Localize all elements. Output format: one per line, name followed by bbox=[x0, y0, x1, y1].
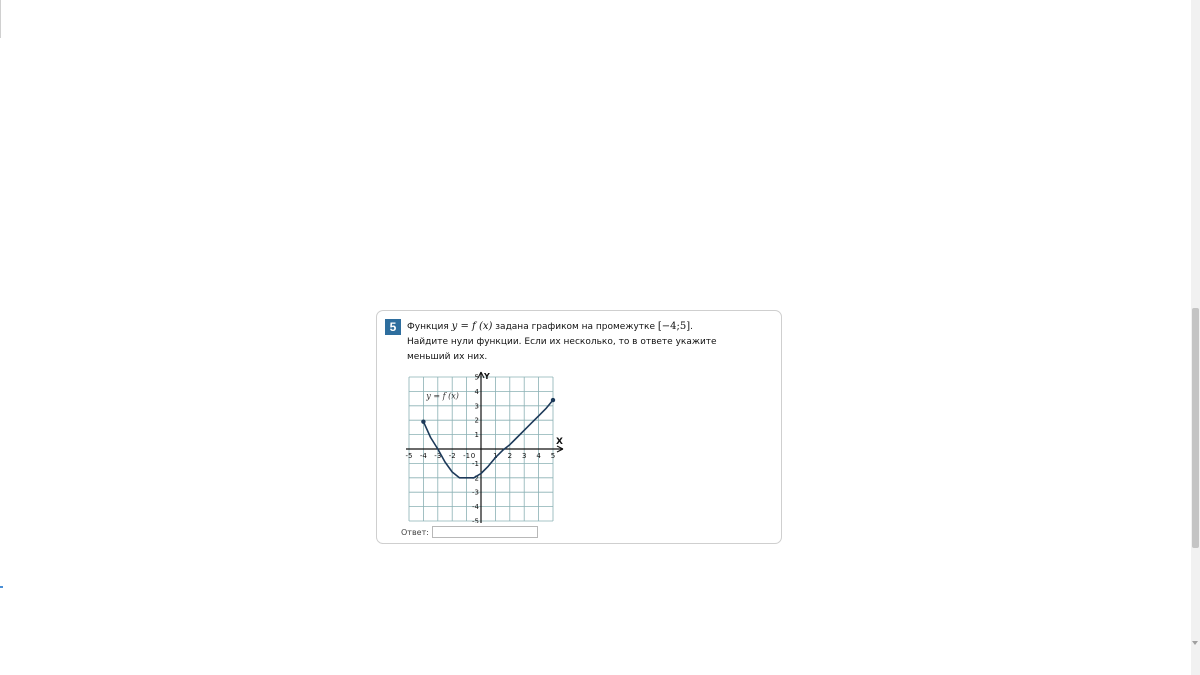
window-edge-mark bbox=[0, 0, 1, 38]
x-tick-label: 0 bbox=[470, 452, 476, 460]
x-tick-label: 5 bbox=[550, 452, 556, 460]
task-text-before: Функция bbox=[407, 322, 449, 332]
scrollbar-thumb[interactable] bbox=[1192, 308, 1199, 548]
answer-label: Ответ: bbox=[401, 527, 429, 537]
curve-endpoint bbox=[551, 398, 555, 402]
answer-input[interactable] bbox=[432, 526, 538, 538]
x-tick-label: -2 bbox=[448, 452, 456, 460]
y-tick-label: -5 bbox=[472, 517, 479, 523]
x-tick-label: -4 bbox=[419, 452, 427, 460]
interval-expression: [−4;5] bbox=[657, 321, 691, 332]
task-text-end: . bbox=[690, 322, 694, 332]
function-label: y = f (x) bbox=[426, 391, 459, 401]
scroll-down-arrow-icon[interactable] bbox=[1192, 641, 1198, 645]
vertical-scrollbar[interactable] bbox=[1191, 0, 1200, 675]
y-tick-label: -2 bbox=[472, 474, 479, 483]
task-text-middle: задана графиком на промежутке bbox=[495, 322, 655, 332]
y-tick-label: 2 bbox=[474, 416, 479, 425]
task-line-3: меньший их них. bbox=[407, 352, 488, 362]
x-axis-label: X bbox=[556, 437, 563, 447]
y-tick-label: 1 bbox=[474, 431, 479, 440]
curve-endpoint bbox=[421, 419, 425, 423]
y-tick-label: 3 bbox=[474, 402, 479, 411]
y-tick-label: -1 bbox=[472, 459, 479, 468]
task-line-1 bbox=[407, 319, 767, 335]
task-number-badge: 5 bbox=[385, 319, 401, 335]
x-tick-label: 3 bbox=[521, 452, 527, 460]
task-card bbox=[376, 310, 782, 544]
x-tick-label: 1 bbox=[493, 452, 498, 460]
y-axis-label: Y bbox=[484, 372, 490, 381]
function-graph bbox=[405, 369, 565, 523]
x-tick-label: 2 bbox=[507, 452, 513, 460]
answer-row bbox=[401, 525, 538, 539]
x-tick-label: 4 bbox=[536, 452, 541, 460]
y-tick-label: -4 bbox=[472, 503, 479, 512]
function-expression: y = f (x) bbox=[451, 321, 493, 332]
function-curve bbox=[423, 400, 556, 478]
y-tick-label: 5 bbox=[474, 373, 479, 382]
task-statement bbox=[407, 319, 767, 365]
x-tick-label: -3 bbox=[434, 452, 442, 460]
y-tick-label: 4 bbox=[474, 387, 479, 396]
task-line-2: Найдите нули функции. Если их несколько, то в ответе укажите bbox=[407, 337, 717, 347]
x-tick-label: -1 bbox=[463, 452, 471, 460]
x-tick-label: -5 bbox=[405, 452, 413, 460]
page-edge-mark bbox=[0, 586, 3, 588]
y-tick-label: -3 bbox=[472, 488, 479, 497]
